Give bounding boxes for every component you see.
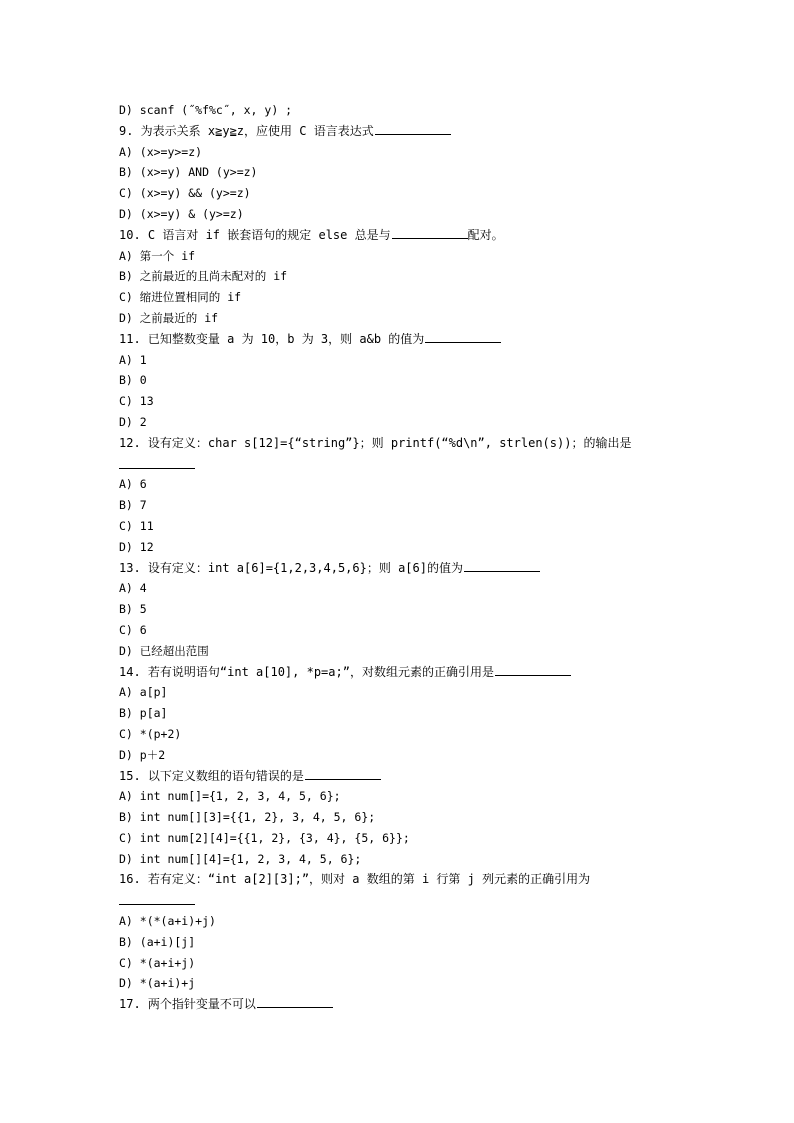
option-text [119,911,719,932]
option-label: D) *(a+i)+j [119,976,196,991]
answer-blank-line [119,890,719,911]
question-label: 11. 已知整数变量 a 为 10，b 为 3，则 a&b 的值为 [119,331,425,346]
option-label: D) 已经超出范围 [119,643,209,658]
question-label: 17. 两个指针变量不可以 [119,997,256,1012]
option-text [119,703,719,724]
answer-blank [495,674,571,676]
option-label: C) 缩进位置相同的 if [119,290,242,305]
question-text [119,766,719,787]
question-label: 9. 为表示关系 x≧y≧z，应使用 C 语言表达式 [119,123,374,138]
option-text [119,849,719,870]
option-text [119,578,719,599]
option-label: C) *(p+2) [119,726,182,741]
answer-blank [119,903,195,905]
answer-blank [392,237,468,239]
question-label: 16. 若有定义：“int a[2][3];”，则对 a 数组的第 i 行第 j 列元素的正确引用为 [119,872,591,887]
option-label: B) 之前最近的且尚未配对的 if [119,269,288,284]
question-label: 14. 若有说明语句“int a[10], *p=a;”，对数组元素的正确引用是 [119,664,494,679]
option-text [119,350,719,371]
option-label: A) 4 [119,581,147,596]
answer-blank [305,778,381,780]
option-text [119,246,719,267]
option-text [119,100,719,121]
question-text [119,869,719,890]
option-text [119,287,719,308]
option-text [119,620,719,641]
option-label: D) 2 [119,414,147,429]
option-label: D) (x>=y) & (y>=z) [119,206,244,221]
option-label: C) 13 [119,394,154,409]
option-label: D) int num[][4]={1, 2, 3, 4, 5, 6}; [119,851,362,866]
answer-blank [464,570,540,572]
option-text [119,599,719,620]
question-text [119,558,719,579]
option-text [119,973,719,994]
option-text [119,953,719,974]
option-label: A) *(*(a+i)+j) [119,914,216,929]
question-text [119,433,719,454]
option-text [119,391,719,412]
option-label: B) 0 [119,373,147,388]
document-page [119,100,719,1015]
answer-blank-line [119,454,719,475]
option-text [119,516,719,537]
question-text [119,121,719,142]
option-label: C) 6 [119,622,147,637]
option-label: C) int num[2][4]={{1, 2}, {3, 4}, {5, 6}}; [119,830,410,845]
option-label: B) 7 [119,498,147,513]
option-label: D) 之前最近的 if [119,310,219,325]
option-text [119,724,719,745]
answer-blank [375,133,451,135]
answer-blank [425,341,501,343]
option-text [119,641,719,662]
option-text [119,495,719,516]
option-text [119,204,719,225]
option-text [119,807,719,828]
option-label: B) p[a] [119,706,168,721]
option-label: B) int num[][3]={{1, 2}, 3, 4, 5, 6}; [119,810,376,825]
question-label: 10. C 语言对 if 嵌套语句的规定 else 总是与 [119,227,391,242]
option-text [119,412,719,433]
question-label: 13. 设有定义：int a[6]={1,2,3,4,5,6}；则 a[6]的值为 [119,560,463,575]
option-label: A) 第一个 if [119,248,196,263]
option-text [119,183,719,204]
option-label: A) a[p] [119,685,168,700]
option-text [119,474,719,495]
option-text [119,828,719,849]
question-label: 12. 设有定义：char s[12]={“string”}；则 printf(“%d\n”, strlen(s))；的输出是 [119,435,632,450]
option-label: B) (x>=y) AND (y>=z) [119,165,258,180]
option-label: B) 5 [119,602,147,617]
answer-blank [257,1006,333,1008]
question-label: 15. 以下定义数组的语句错误的是 [119,768,304,783]
option-label: A) int num[]={1, 2, 3, 4, 5, 6}; [119,789,341,804]
option-text [119,162,719,183]
option-text [119,308,719,329]
option-text [119,786,719,807]
option-text [119,142,719,163]
option-label: C) (x>=y) && (y>=z) [119,186,251,201]
option-text [119,266,719,287]
option-label: D) 12 [119,539,154,554]
option-label: A) 6 [119,477,147,492]
option-text [119,745,719,766]
option-label: C) 11 [119,518,154,533]
option-text [119,537,719,558]
option-label: C) *(a+i+j) [119,955,196,970]
question-text [119,662,719,683]
question-text [119,994,719,1015]
option-label: B) (a+i)[j] [119,934,196,949]
question-text [119,329,719,350]
option-label: A) (x>=y>=z) [119,144,203,159]
question-suffix: 配对。 [467,227,504,242]
option-label: D) p＋2 [119,747,166,762]
option-label: D) scanf (˝%f%c˝, x, y) ; [119,103,293,117]
option-text [119,682,719,703]
option-text [119,932,719,953]
question-text [119,225,719,246]
answer-blank [119,467,195,469]
option-label: A) 1 [119,352,147,367]
option-text [119,370,719,391]
